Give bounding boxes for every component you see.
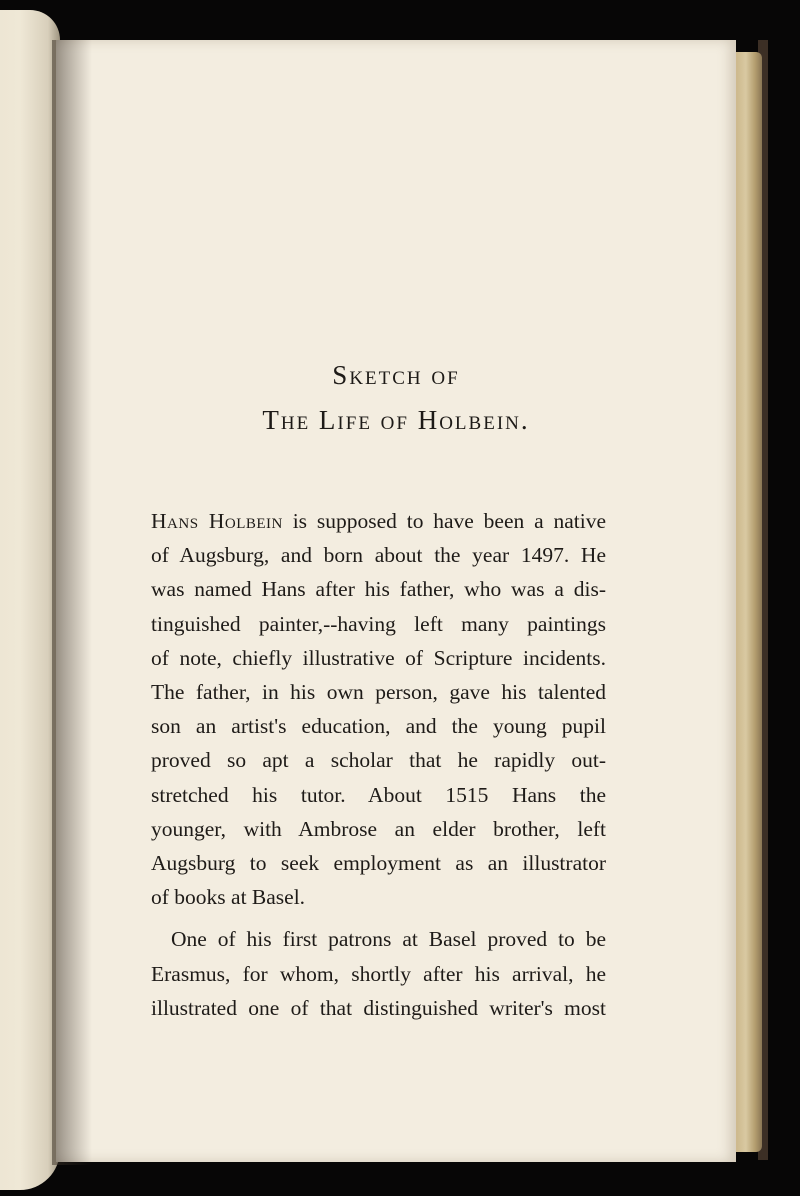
- text-line: illustrated one of that distinguished writer's most: [151, 995, 606, 1020]
- lead-in-name: Hans Holbein: [151, 509, 283, 533]
- body-text: [151, 504, 606, 1025]
- paragraph-gap: [151, 914, 606, 922]
- text-line: One of his first patrons at Basel proved to be: [171, 927, 606, 952]
- gutter-shadow: [52, 40, 92, 1165]
- text-line: The father, in his own person, gave his talented: [151, 680, 606, 705]
- text-line: younger, with Ambrose an elder brother, left: [151, 816, 606, 841]
- text-line: [151, 504, 606, 538]
- book-page: [56, 40, 736, 1162]
- text-line: Erasmus, for whom, shortly after his arrival, he: [151, 961, 606, 986]
- text-line-rest: is supposed to have been a native: [282, 509, 606, 533]
- text-line: stretched his tutor. About 1515 Hans the: [151, 782, 606, 807]
- chapter-title-line-1: Sketch of: [332, 360, 460, 390]
- left-page-edge: [0, 10, 60, 1190]
- chapter-title-line-2: The Life of Holbein.: [262, 405, 530, 435]
- text-line: was named Hans after his father, who was a dis-: [151, 577, 606, 602]
- text-line: Augsburg to seek employment as an illustrator: [151, 851, 606, 876]
- text-line: of Augsburg, and born about the year 1497. He: [151, 543, 606, 568]
- text-line: proved so apt a scholar that he rapidly out-: [151, 748, 606, 773]
- text-line: of note, chiefly illustrative of Scripture incidents.: [151, 645, 606, 670]
- text-line: of books at Basel.: [151, 885, 306, 910]
- text-line: tinguished painter,--having left many paintings: [151, 611, 606, 636]
- text-line: son an artist's education, and the young pupil: [151, 714, 606, 739]
